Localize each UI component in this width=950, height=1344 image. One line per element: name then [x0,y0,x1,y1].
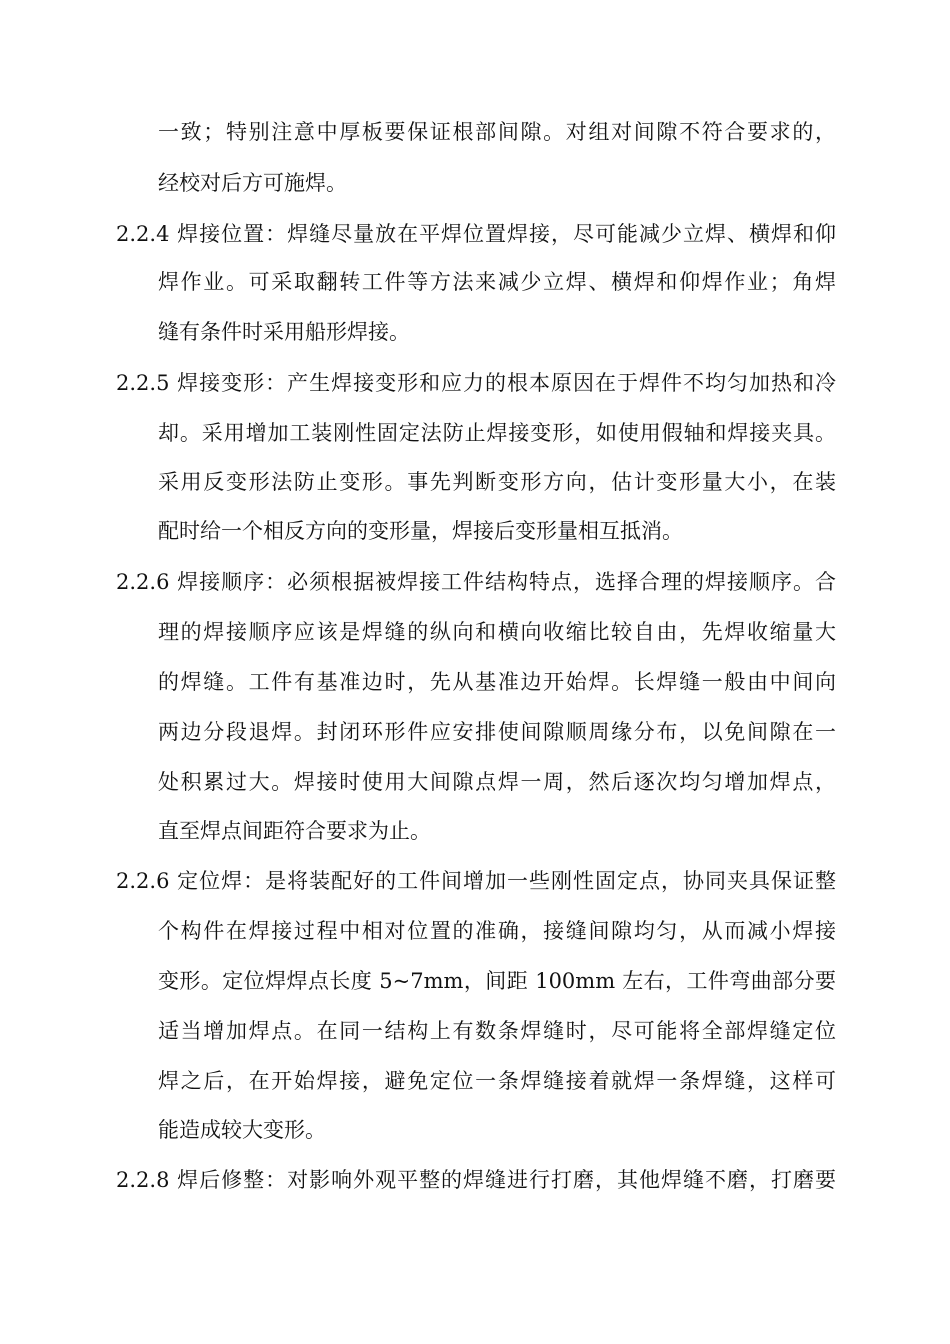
text-line: 直至焊点间距符合要求为止。 [158,819,431,843]
text-line: 焊作业。可采取翻转工件等方法来减少立焊、横焊和仰焊作业；角焊 [158,270,836,294]
text-line: 却。采用增加工装刚性固定法防止焊接变形，如使用假轴和焊接夹具。 [158,421,836,445]
text-line: 能造成较大变形。 [158,1118,326,1142]
section-2-2-6-positioning-heading-line: 2.2.6 定位焊：是将装配好的工件间增加一些刚性固定点，协同夹具保证整 [116,869,836,893]
text-line: 配时给一个相反方向的变形量，焊接后变形量相互抵消。 [158,519,683,543]
text-line: 处积累过大。焊接时使用大间隙点焊一周，然后逐次均匀增加焊点， [158,770,836,794]
text-line: 适当增加焊点。在同一结构上有数条焊缝时，尽可能将全部焊缝定位 [158,1019,836,1043]
text-line: 理的焊接顺序应该是焊缝的纵向和横向收缩比较自由，先焊收缩量大 [158,620,836,644]
text-line: 焊之后，在开始焊接，避免定位一条焊缝接着就焊一条焊缝，这样可 [158,1069,836,1093]
text-line: 的焊缝。工件有基准边时，先从基准边开始焊。长焊缝一般由中间向 [158,670,836,694]
section-2-2-5-heading-line: 2.2.5 焊接变形：产生焊接变形和应力的根本原因在于焊件不均匀加热和冷 [116,371,836,395]
text-line: 采用反变形法防止变形。事先判断变形方向，估计变形量大小，在装 [158,470,836,494]
text-line: 两边分段退焊。封闭环形件应安排使间隙顺周缘分布，以免间隙在一 [158,720,836,744]
section-2-2-6-heading-line: 2.2.6 焊接顺序：必须根据被焊接工件结构特点，选择合理的焊接顺序。合 [116,570,836,594]
text-line: 经校对后方可施焊。 [158,171,347,195]
text-line: 一致；特别注意中厚板要保证根部间隙。对组对间隙不符合要求的， [158,120,836,144]
section-2-2-8-heading-line: 2.2.8 焊后修整：对影响外观平整的焊缝进行打磨，其他焊缝不磨，打磨要 [116,1168,836,1192]
text-line: 个构件在焊接过程中相对位置的准确，接缝间隙均匀，从而减小焊接 [158,919,836,943]
text-line: 缝有条件时采用船形焊接。 [158,320,410,344]
section-2-2-4-heading-line: 2.2.4 焊接位置：焊缝尽量放在平焊位置焊接，尽可能减少立焊、横焊和仰 [116,222,836,246]
text-line: 变形。定位焊焊点长度 5~7mm，间距 100mm 左右，工件弯曲部分要 [158,969,836,993]
